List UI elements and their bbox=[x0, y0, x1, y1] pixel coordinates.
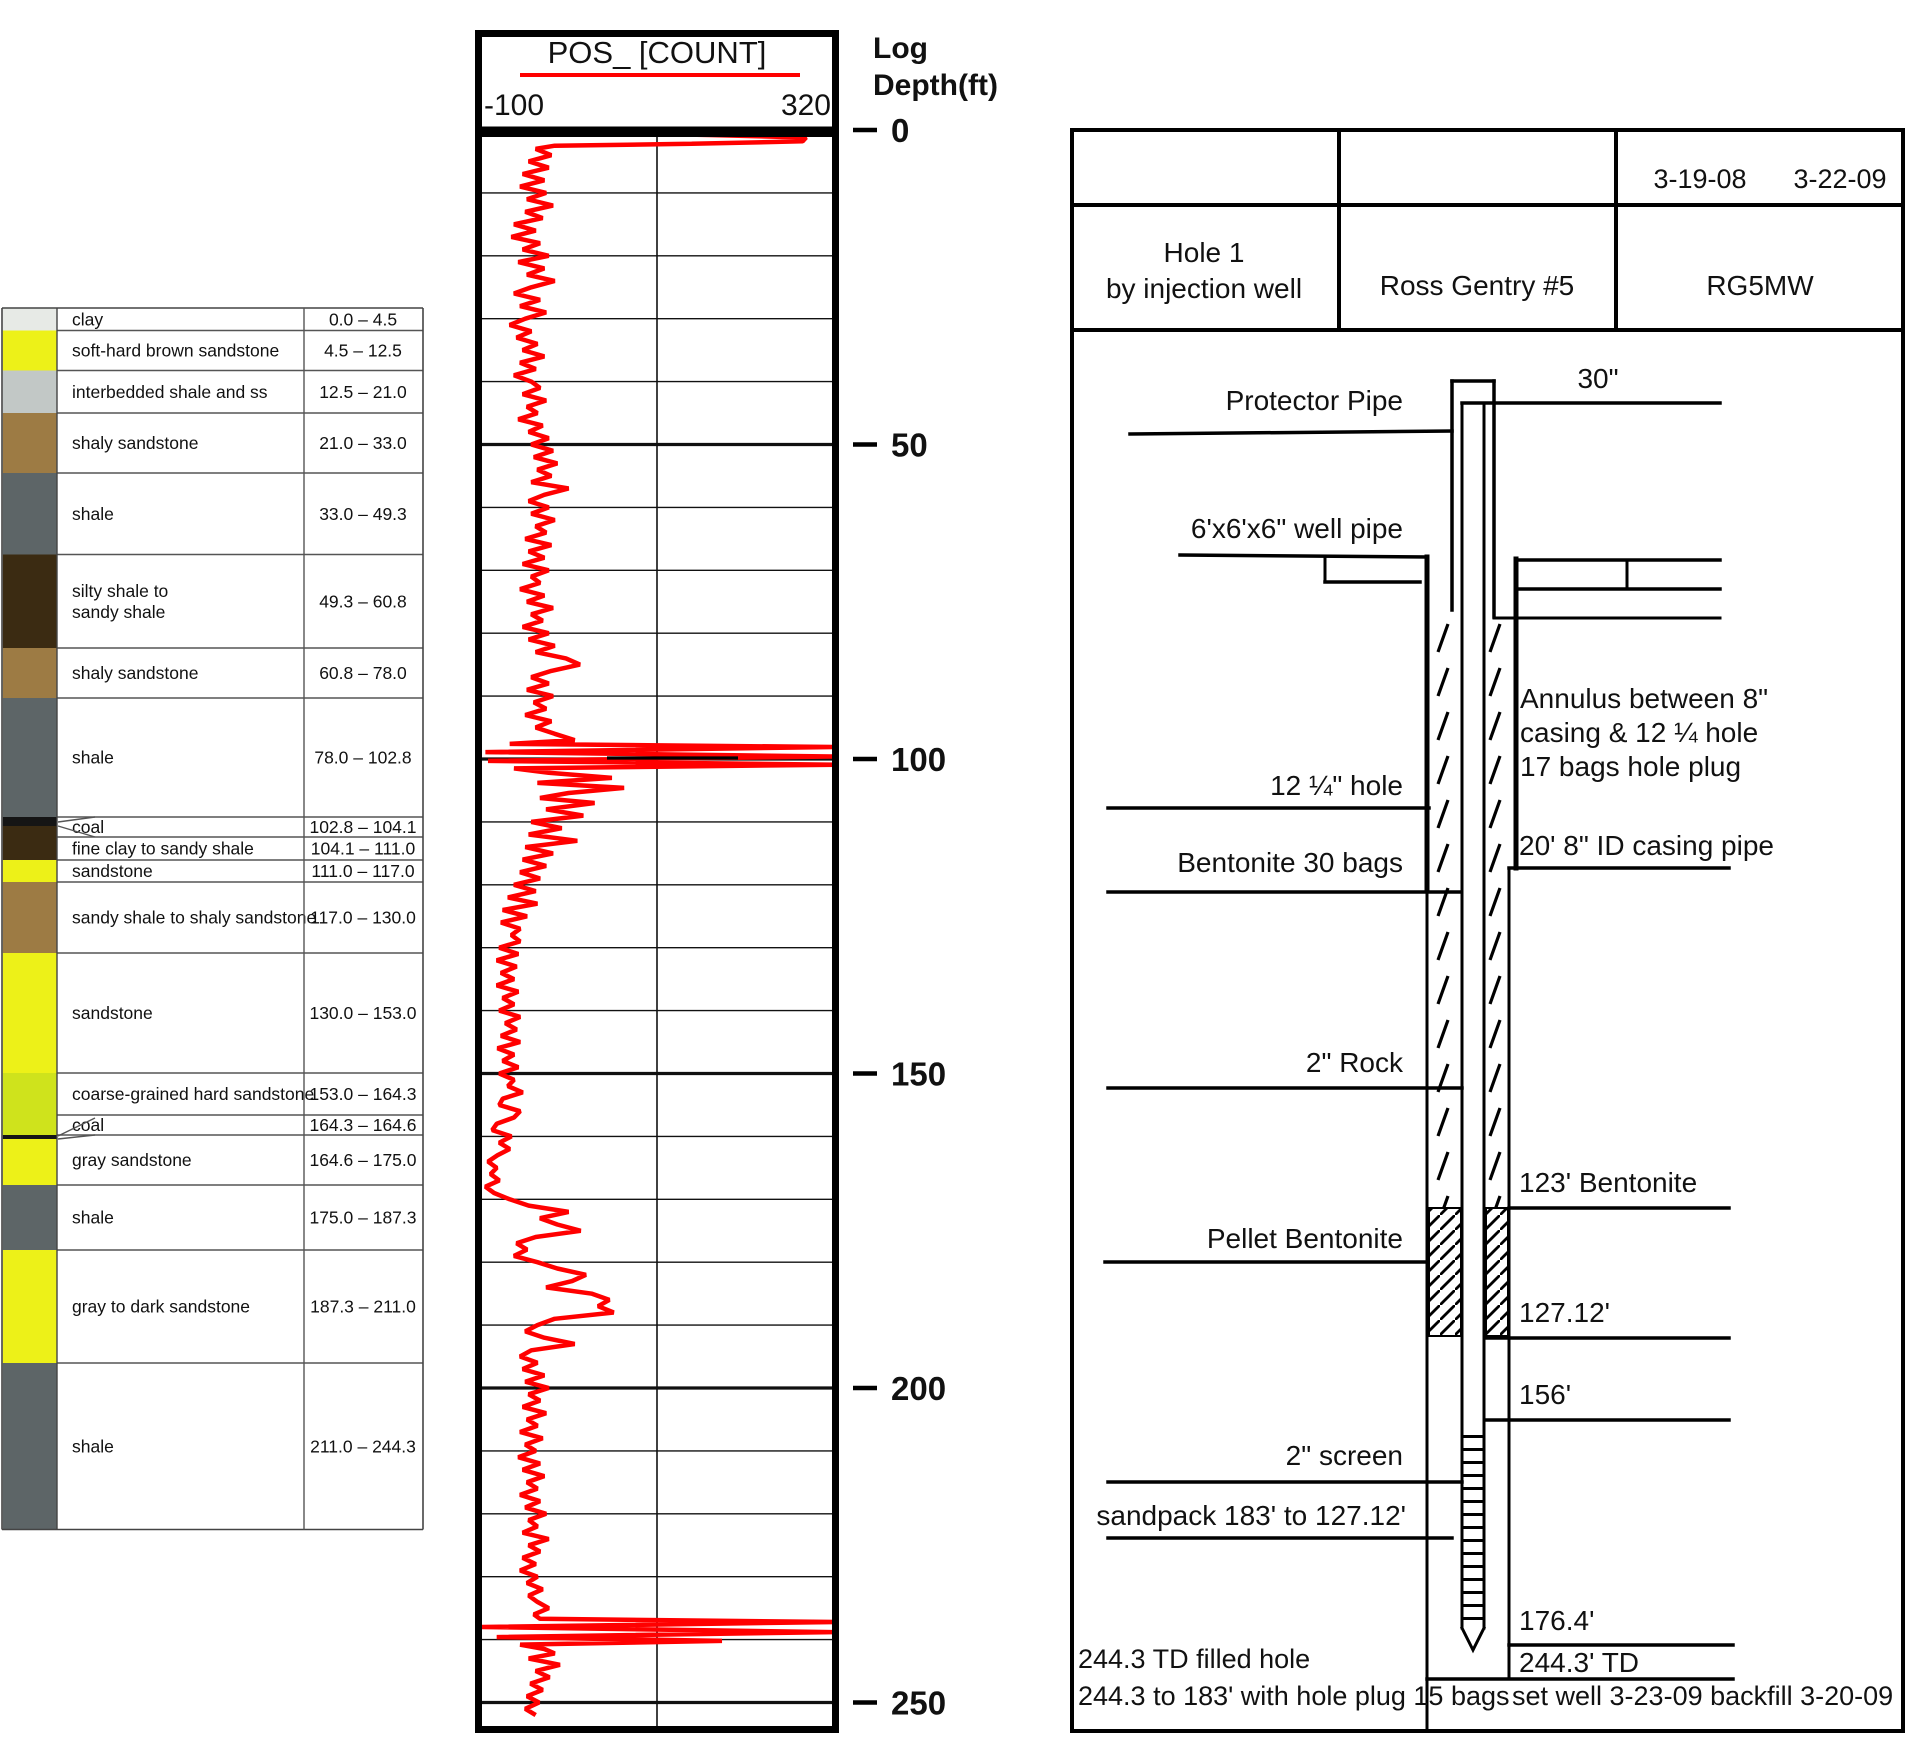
litho-label: coal bbox=[72, 1115, 105, 1135]
casing-pipe-label: 20' 8" ID casing pipe bbox=[1519, 830, 1774, 861]
depth-tick-value: 0 bbox=[891, 112, 910, 149]
litho-label: coal bbox=[72, 817, 105, 837]
scale-max-label: 320 bbox=[780, 89, 831, 122]
litho-band-8 bbox=[3, 817, 57, 826]
litho-depth-range: 78.0 – 102.8 bbox=[314, 747, 412, 768]
litho-band-16 bbox=[3, 1185, 57, 1250]
litho-depth-range: 4.5 – 12.5 bbox=[324, 340, 402, 361]
hole-size-label: 12 ¼" hole bbox=[1270, 770, 1403, 801]
litho-band-3 bbox=[3, 413, 57, 473]
litho-depth-range: 164.3 – 164.6 bbox=[309, 1115, 417, 1135]
depth-tick-value: 100 bbox=[891, 741, 947, 778]
log-track-title: POS_ [COUNT] bbox=[547, 35, 767, 70]
litho-label: sandstone bbox=[72, 861, 153, 881]
pipe-tip bbox=[1462, 1628, 1484, 1650]
litho-label: shaly sandstone bbox=[72, 663, 199, 683]
protector-pipe-label: Protector Pipe bbox=[1225, 385, 1403, 416]
litho-label: shale bbox=[72, 1436, 114, 1457]
litho-label: fine clay to sandy shale bbox=[72, 838, 254, 859]
litho-label: gray sandstone bbox=[72, 1150, 192, 1170]
litho-label: interbedded shale and ss bbox=[72, 381, 268, 402]
log-curve-group bbox=[482, 132, 837, 1715]
lithology-table-rows bbox=[57, 309, 423, 1456]
bentonite-123-label: 123' Bentonite bbox=[1519, 1167, 1698, 1198]
litho-band-1 bbox=[3, 331, 57, 371]
drill-date: 3-19-08 bbox=[1653, 164, 1747, 194]
depth-axis-title-line1: Log bbox=[873, 32, 928, 65]
litho-label: shale bbox=[72, 1207, 114, 1228]
litho-depth-range: 130.0 – 153.0 bbox=[309, 1003, 417, 1023]
litho-depth-range: 0.0 – 4.5 bbox=[328, 309, 398, 330]
litho-depth-range: 21.0 – 33.0 bbox=[319, 433, 407, 453]
litho-depth-range: 33.0 – 49.3 bbox=[319, 503, 407, 524]
litho-band-4 bbox=[3, 473, 57, 555]
well-name-cell: Ross Gentry #5 bbox=[1379, 270, 1575, 301]
litho-band-13 bbox=[3, 1073, 57, 1135]
litho-band-18 bbox=[3, 1363, 57, 1530]
protector-pipe-leader bbox=[1130, 431, 1452, 434]
right-annulus-holeplug-hatch bbox=[1487, 622, 1508, 1208]
depth-tick-labels bbox=[853, 112, 946, 1722]
litho-depth-range: 153.0 – 164.3 bbox=[309, 1084, 417, 1104]
litho-depth-range: 104.1 – 111.0 bbox=[310, 838, 416, 859]
litho-label: coarse-grained hard sandstone bbox=[72, 1084, 315, 1104]
litho-depth-range: 187.3 – 211.0 bbox=[310, 1296, 416, 1317]
hole-cell-line2: by injection well bbox=[1105, 273, 1303, 304]
log-track bbox=[479, 32, 998, 1730]
litho-band-12 bbox=[3, 953, 57, 1073]
litho-band-9 bbox=[3, 826, 57, 860]
well-diagram bbox=[1072, 130, 1903, 1731]
litho-band-7 bbox=[3, 698, 57, 817]
sandpack-label: sandpack 183' to 127.12' bbox=[1096, 1500, 1406, 1531]
annulus-label-line3: 17 bags hole plug bbox=[1520, 751, 1742, 782]
litho-depth-range: 60.8 – 78.0 bbox=[319, 663, 407, 683]
litho-label: shale bbox=[72, 503, 114, 524]
bentonite-bags-label: Bentonite 30 bags bbox=[1177, 847, 1403, 878]
litho-depth-range: 12.5 – 21.0 bbox=[319, 381, 407, 402]
depth-156-label: 156' bbox=[1519, 1379, 1572, 1410]
pellet-bentonite-label: Pellet Bentonite bbox=[1206, 1223, 1403, 1254]
litho-band-15 bbox=[3, 1139, 57, 1185]
depth-127-label: 127.12' bbox=[1519, 1297, 1610, 1328]
right-pellet-bentonite bbox=[1486, 1208, 1508, 1336]
litho-band-6 bbox=[3, 648, 57, 698]
litho-label: sandstone bbox=[72, 1003, 153, 1023]
litho-label: soft-hard brown sandstone bbox=[72, 340, 280, 361]
litho-label: shaly sandstone bbox=[72, 433, 199, 453]
litho-band-14 bbox=[3, 1135, 57, 1139]
left-annulus-holeplug-hatch bbox=[1429, 622, 1461, 1208]
annulus-label-line1: Annulus between 8" bbox=[1520, 683, 1769, 714]
litho-depth-range: 111.0 – 117.0 bbox=[311, 861, 415, 881]
depth-tick-value: 150 bbox=[891, 1055, 947, 1093]
depth-tick-value: 200 bbox=[891, 1370, 947, 1407]
log-curve bbox=[482, 132, 837, 1715]
footnote-hole-plug: 244.3 to 183' with hole plug 15 bags bbox=[1078, 1681, 1510, 1711]
litho-band-0 bbox=[3, 308, 57, 331]
rock-label: 2" Rock bbox=[1305, 1047, 1403, 1078]
litho-depth-range: 164.6 – 175.0 bbox=[309, 1150, 417, 1170]
litho-depth-range: 102.8 – 104.1 bbox=[309, 817, 417, 837]
footnote-filled-hole: 244.3 TD filled hole bbox=[1078, 1644, 1311, 1674]
litho-band-17 bbox=[3, 1250, 57, 1363]
litho-depth-range: 175.0 – 187.3 bbox=[309, 1207, 417, 1228]
depth-tick-value: 50 bbox=[891, 426, 928, 464]
lithology-color-column bbox=[3, 308, 57, 1530]
litho-label: sandy shale bbox=[72, 601, 166, 622]
well-id-cell: RG5MW bbox=[1706, 270, 1814, 301]
td-label: 244.3' TD bbox=[1519, 1647, 1640, 1678]
depth-axis-title-line2: Depth(ft) bbox=[873, 69, 998, 102]
well-screen bbox=[1463, 1428, 1483, 1628]
litho-label: clay bbox=[72, 309, 104, 330]
litho-label: shale bbox=[72, 747, 114, 768]
litho-label: gray to dark sandstone bbox=[72, 1296, 251, 1317]
well-pipe-label: 6'x6'x6" well pipe bbox=[1190, 513, 1403, 544]
log-date: 3-22-09 bbox=[1793, 164, 1887, 194]
depth-176-label: 176.4' bbox=[1519, 1605, 1595, 1636]
hole-cell-line1: Hole 1 bbox=[1163, 237, 1245, 268]
litho-depth-range: 117.0 – 130.0 bbox=[310, 907, 416, 928]
litho-band-10 bbox=[3, 860, 57, 882]
litho-label: sandy shale to shaly sandstone bbox=[72, 907, 317, 928]
left-ground-line bbox=[1180, 555, 1427, 557]
litho-depth-range: 211.0 – 244.3 bbox=[310, 1436, 416, 1457]
footnote-set-well: set well 3-23-09 backfill 3-20-09 bbox=[1512, 1681, 1894, 1711]
left-pellet-bentonite bbox=[1429, 1208, 1461, 1336]
litho-label: silty shale to bbox=[72, 580, 169, 601]
screen-label: 2" screen bbox=[1285, 1440, 1403, 1471]
scale-min-label: -100 bbox=[484, 89, 545, 122]
depth-tick-value: 250 bbox=[891, 1684, 947, 1722]
annulus-label-line2: casing & 12 ¼ hole bbox=[1520, 717, 1759, 748]
litho-band-5 bbox=[3, 555, 57, 649]
litho-depth-range: 49.3 – 60.8 bbox=[319, 591, 407, 612]
top-width-label: 30" bbox=[1577, 363, 1619, 394]
litho-band-2 bbox=[3, 371, 57, 414]
litho-band-11 bbox=[3, 882, 57, 953]
